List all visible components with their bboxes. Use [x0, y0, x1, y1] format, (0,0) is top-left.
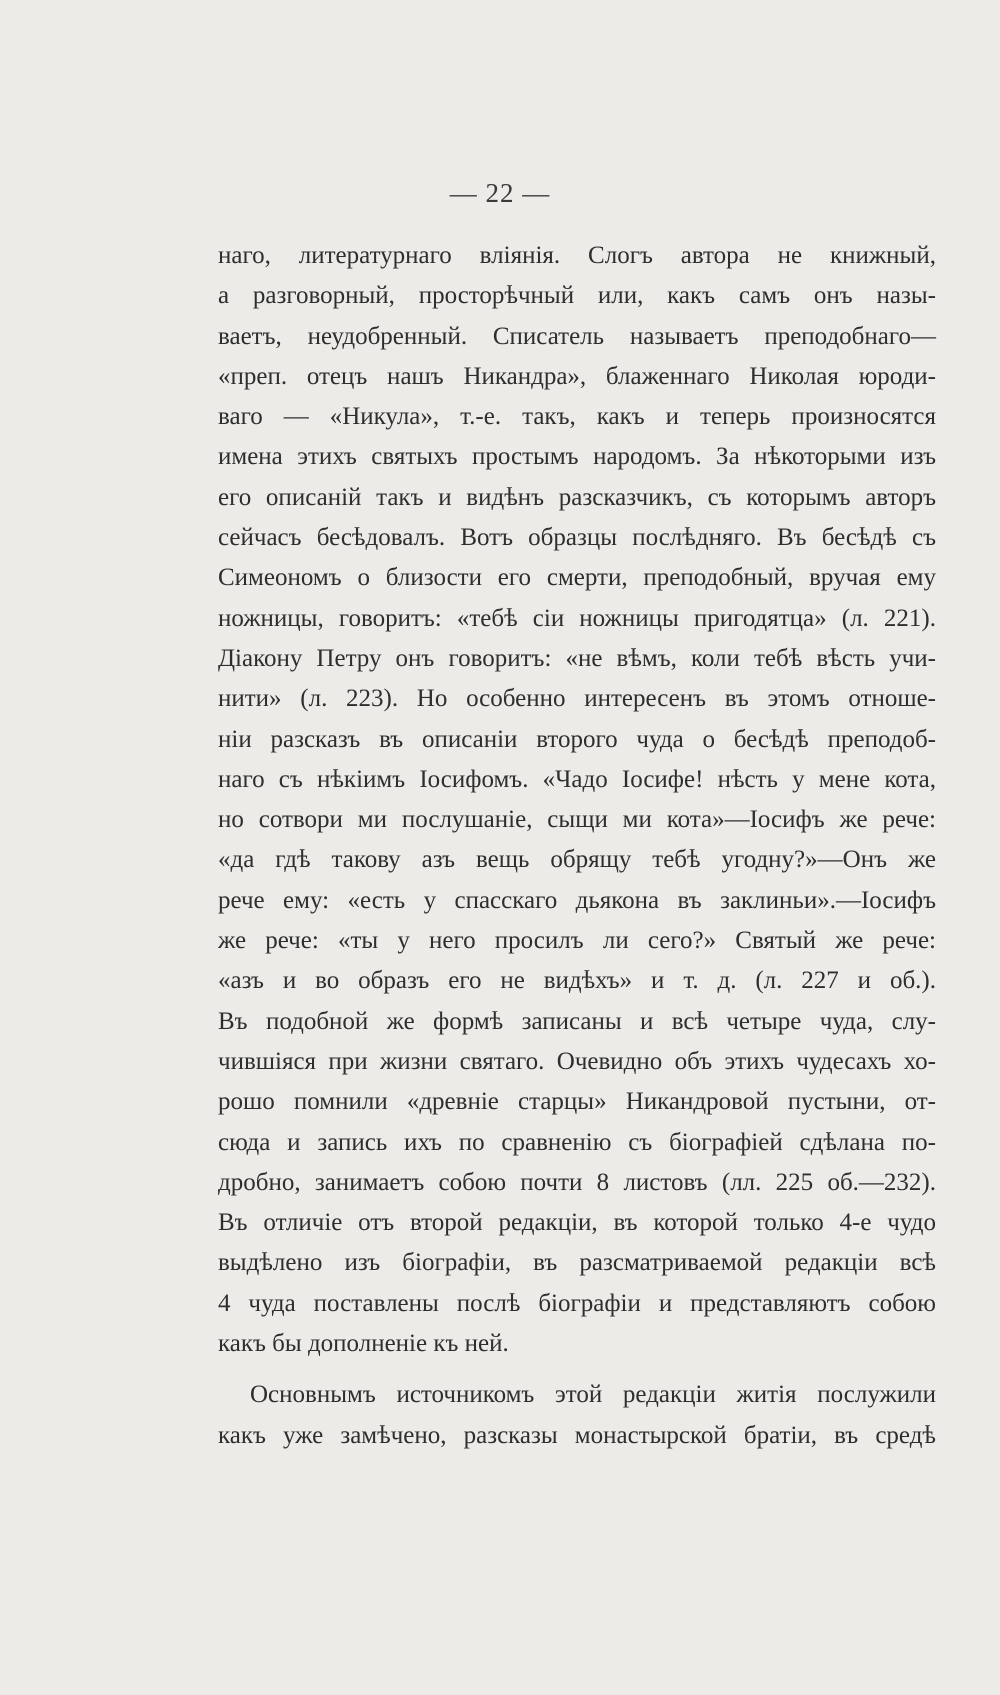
text-line: сейчасъ бесѣдовалъ. Вотъ образцы послѣдняго. Въ бесѣдѣ съ: [218, 524, 936, 552]
text-line: рошо помнили «древніе старцы» Никандровой пустыни, от-: [218, 1088, 936, 1116]
text-line: дробно, занимаетъ собою почти 8 листовъ (лл. 225 об.—232).: [218, 1168, 936, 1196]
paragraph-2: [218, 1375, 936, 1456]
text-line: Симеономъ о близости его смерти, преподобный, вручая ему: [218, 564, 936, 592]
text-line: но сотвори ми послушаніе, сыщи ми кота»—Іосифъ же рече:: [218, 806, 936, 834]
text-line: его описаній такъ и видѣнъ разсказчикъ, съ которымъ авторъ: [218, 483, 936, 511]
text-line: наго съ нѣкіимъ Іосифомъ. «Чадо Іосифе! нѣсть у мене кота,: [218, 765, 936, 793]
text-line: Основнымъ источникомъ этой редакціи житія послужили: [250, 1381, 936, 1409]
paragraph-gap: [218, 1364, 936, 1375]
text-line: ваетъ, неудобренный. Списатель называетъ преподобнаго—: [218, 322, 936, 350]
paragraph-1: [218, 236, 936, 1364]
text-line: наго, литературнаго вліянія. Слогъ автора не книжный,: [218, 242, 936, 269]
text-line: ніи разсказъ въ описаніи второго чуда о бесѣдѣ преподоб-: [218, 725, 936, 753]
text-line: сюда и запись ихъ по сравненію съ біографіей сдѣлана по-: [218, 1128, 936, 1156]
text-line: какъ бы дополненіе къ ней.: [218, 1330, 509, 1358]
text-line: ваго — «Никула», т.-е. такъ, какъ и теперь произносятся: [218, 403, 936, 431]
text-line: выдѣлено изъ біографіи, въ разсматриваемой редакціи всѣ: [218, 1249, 936, 1277]
text-line: чившіяся при жизни святаго. Очевидно объ этихъ чудесахъ хо-: [218, 1047, 936, 1075]
text-line: Въ отличіе отъ второй редакціи, въ которой только 4-е чудо: [218, 1209, 936, 1237]
text-line: «преп. отецъ нашъ Никандра», блаженнаго Николая юроди-: [218, 362, 936, 390]
text-line: «азъ и во образъ его не видѣхъ» и т. д. (л. 227 и об.).: [218, 967, 936, 995]
text-line: 4 чуда поставлены послѣ біографіи и представляютъ собою: [218, 1289, 936, 1317]
text-line: рече ему: «есть у спасскаго дьякона въ заклиньи».—Іосифъ: [218, 886, 936, 914]
text-line: «да гдѣ такову азъ вещь обрящу тебѣ угодну?»—Онъ же: [218, 846, 936, 874]
page-number: — 22 —: [449, 178, 551, 208]
text-line: а разговорный, просторѣчный или, какъ самъ онъ назы-: [218, 282, 936, 310]
body-text: [218, 236, 936, 1456]
text-line: Діакону Петру онъ говоритъ: «не вѣмъ, коли тебѣ вѣсть учи-: [218, 644, 936, 672]
text-line: ножницы, говоритъ: «тебѣ сіи ножницы пригодятца» (л. 221).: [218, 604, 936, 632]
text-line: нити» (л. 223). Но особенно интересенъ въ этомъ отноше-: [218, 685, 936, 713]
text-line: какъ уже замѣчено, разсказы монастырской братіи, въ средѣ: [218, 1421, 936, 1449]
text-line: же рече: «ты у него просилъ ли сего?» Святый же рече:: [218, 927, 936, 955]
text-line: Въ подобной же формѣ записаны и всѣ четыре чуда, слу-: [218, 1007, 936, 1035]
text-line: имена этихъ святыхъ простымъ народомъ. За нѣкоторыми изъ: [218, 443, 936, 471]
